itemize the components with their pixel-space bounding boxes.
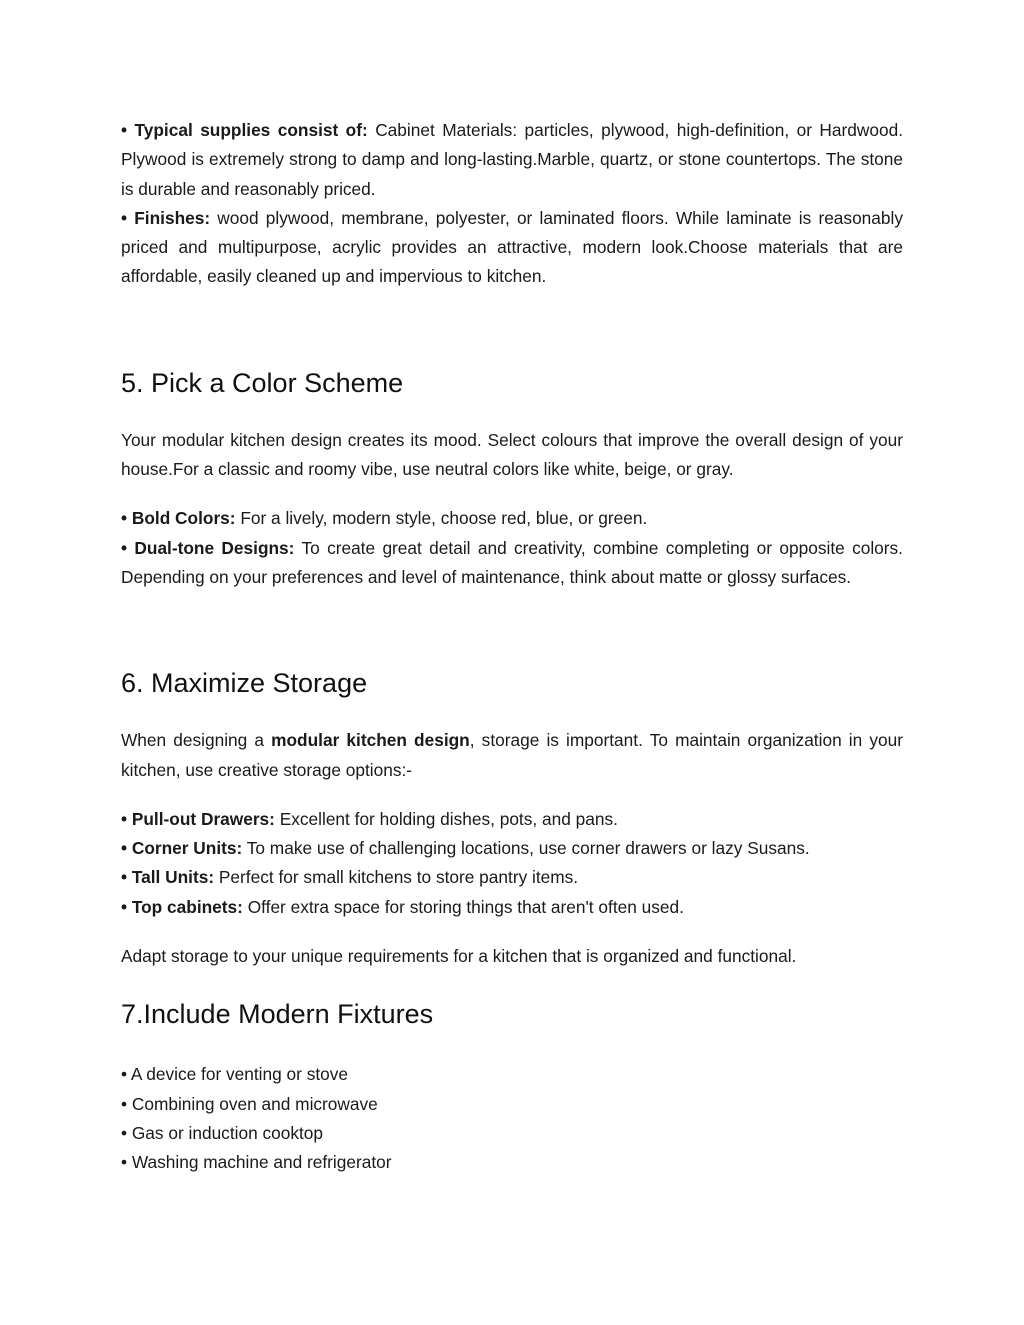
bullet-label: • Bold Colors: bbox=[121, 508, 236, 529]
bullet-label: • Typical supplies consist of: bbox=[121, 120, 368, 140]
color-bullet-bold-colors bbox=[121, 504, 903, 533]
storage-bullet-pull-out-drawers bbox=[121, 805, 903, 834]
bullet-label: • Pull-out Drawers: bbox=[121, 808, 275, 829]
section-heading-color-scheme: 5. Pick a Color Scheme bbox=[121, 367, 404, 398]
storage-bullets bbox=[121, 805, 903, 922]
materials-bullet-typical-supplies bbox=[121, 116, 903, 204]
storage-intro-emphasis: modular kitchen design bbox=[271, 730, 470, 751]
list-item: • Washing machine and refrigerator bbox=[121, 1152, 392, 1173]
bullet-label: • Tall Units: bbox=[121, 867, 215, 888]
bullet-text: Perfect for small kitchens to store pantry items. bbox=[214, 867, 579, 888]
section-heading-maximize-storage: 6. Maximize Storage bbox=[121, 668, 368, 699]
materials-section bbox=[121, 116, 903, 292]
color-scheme-bullets bbox=[121, 504, 903, 592]
storage-bullet-corner-units bbox=[121, 834, 903, 863]
color-scheme-intro: Your modular kitchen design creates its mood. Select colours that improve the overall design of your house.For a classic and roomy vibe, use neutral colors like white, beige, or gray. bbox=[121, 429, 903, 480]
bullet-label: • Dual-tone Designs: bbox=[121, 537, 295, 558]
list-item: • Gas or induction cooktop bbox=[121, 1122, 324, 1143]
bullet-text: Excellent for holding dishes, pots, and pans. bbox=[274, 808, 618, 829]
materials-bullet-finishes bbox=[121, 204, 903, 292]
bullet-text: To create great detail and creativity, combine completing or opposite colors. Depending on your preferences and level of maintenance, think about matte or glossy surfaces. bbox=[121, 537, 903, 587]
list-item: • Combining oven and microwave bbox=[121, 1093, 378, 1114]
storage-outro: Adapt storage to your unique requirements for a kitchen that is organized and functional. bbox=[121, 946, 797, 967]
document-page bbox=[121, 116, 903, 1178]
bullet-text: For a lively, modern style, choose red, blue, or green. bbox=[235, 508, 648, 529]
list-item: • A device for venting or stove bbox=[121, 1064, 348, 1085]
bullet-text: Offer extra space for storing things that aren't often used. bbox=[242, 896, 684, 917]
section-heading-modern-fixtures: 7.Include Modern Fixtures bbox=[121, 999, 434, 1030]
bullet-text: Cabinet Materials: particles, plywood, high-definition, or Hardwood. Plywood is extremely strong to damp and long-lasting.Marble, quartz, or stone countertops. The stone is durable and reasonably priced. bbox=[121, 120, 903, 199]
storage-intro bbox=[121, 726, 903, 785]
storage-bullet-top-cabinets bbox=[121, 893, 903, 922]
storage-bullet-tall-units bbox=[121, 863, 903, 892]
bullet-text: To make use of challenging locations, use corner drawers or lazy Susans. bbox=[242, 838, 810, 859]
storage-intro-end: , storage is important. To maintain organization in your kitchen, use creative storage options:- bbox=[121, 730, 903, 780]
fixtures-list bbox=[121, 1060, 903, 1177]
bullet-label: • Top cabinets: bbox=[121, 896, 243, 917]
bullet-text: wood plywood, membrane, polyester, or laminated floors. While laminate is reasonably priced and multipurpose, acrylic provides an attractive, modern look.Choose materials that are affordable, easily cleaned up and impervious to kitchen. bbox=[121, 207, 903, 287]
color-bullet-dual-tone bbox=[121, 534, 903, 593]
storage-intro-start: When designing a bbox=[121, 730, 272, 751]
bullet-label: • Corner Units: bbox=[121, 838, 243, 859]
bullet-label: • Finishes: bbox=[121, 207, 211, 228]
